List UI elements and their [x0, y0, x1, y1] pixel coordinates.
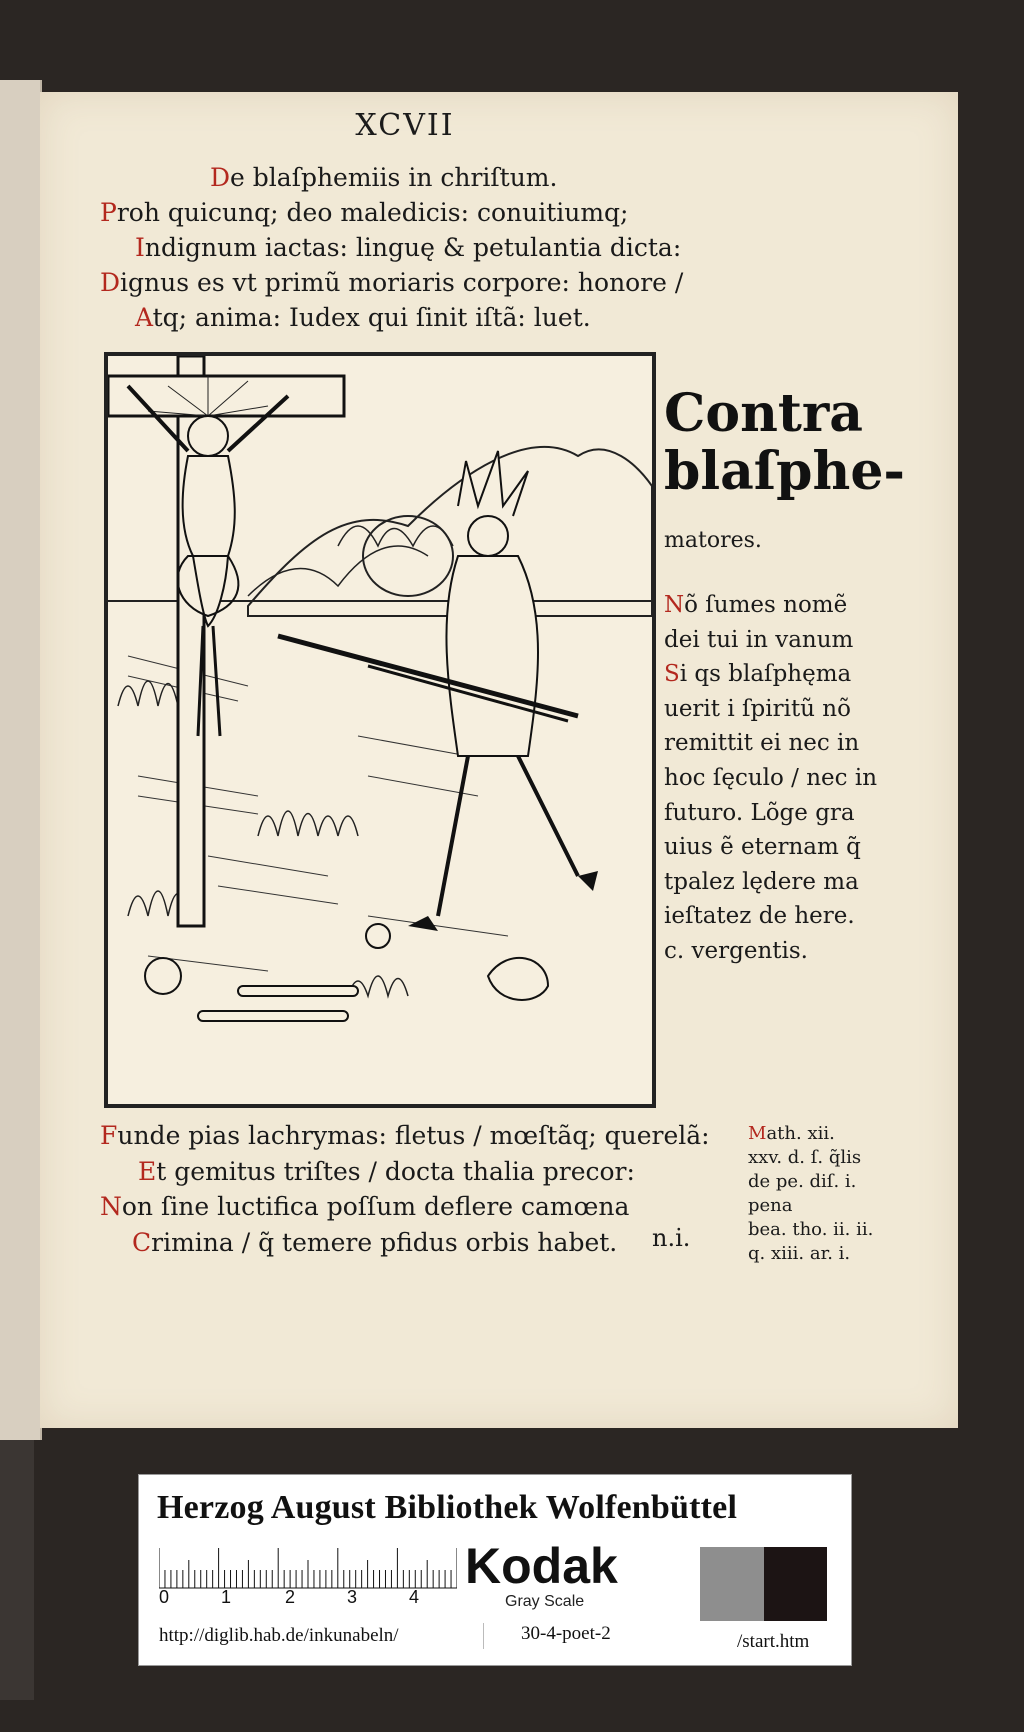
rubric-initial: S	[664, 661, 680, 688]
heading-verse	[100, 160, 720, 335]
gray-swatches	[637, 1547, 827, 1621]
library-color-card	[138, 1474, 852, 1666]
kodak-logo: Kodak	[465, 1538, 618, 1594]
rubric-initial: P	[100, 198, 117, 227]
side-line	[664, 623, 896, 658]
card-divider	[483, 1623, 484, 1649]
side-line	[664, 657, 896, 692]
start-page-link[interactable]: /start.htm	[737, 1631, 810, 1652]
ruler-number: 0	[159, 1587, 170, 1607]
rubric-initial: N	[100, 1192, 122, 1221]
left-binding-edge	[0, 1440, 34, 1700]
side-line-text: dei tui in vanum	[664, 626, 854, 653]
margin-ref-text: q. xiii. ar. i.	[748, 1243, 851, 1264]
side-line	[664, 726, 896, 761]
side-line	[664, 588, 896, 623]
side-subtitle: matores.	[664, 528, 762, 553]
margin-ref-line	[748, 1194, 908, 1218]
ruler-number: 1	[221, 1587, 232, 1607]
margin-ref-text: pena	[748, 1195, 793, 1216]
side-commentary	[664, 588, 896, 969]
side-line-text: hoc ſęculo / nec in	[664, 764, 878, 791]
side-line	[664, 934, 896, 969]
margin-ref-text: de pe. diſ. i.	[748, 1171, 857, 1192]
rubric-initial: D	[210, 163, 231, 192]
margin-ref-line	[748, 1242, 908, 1266]
side-line-text: õ ſumes nomẽ	[684, 592, 848, 618]
verse-note: n.i.	[652, 1224, 691, 1252]
ruler-number: 3	[347, 1587, 358, 1607]
margin-ref-line	[748, 1146, 908, 1170]
rubric-initial: A	[135, 303, 153, 332]
verse-text: ignus es vt primũ moriaris corpore: honore /	[120, 268, 684, 297]
margin-ref-line	[748, 1170, 908, 1194]
verse-line	[100, 195, 720, 230]
side-line	[664, 692, 896, 727]
rubric-initial: D	[100, 268, 121, 297]
verse-text: unde pias lachrymas: fletus / mœſtãq; querelã:	[117, 1121, 710, 1150]
rubric-initial: M	[748, 1123, 767, 1144]
margin-ref-text: ath. xii.	[766, 1123, 835, 1144]
side-line-text: c. vergentis.	[664, 937, 808, 964]
side-line-text: tpalez lędere ma	[664, 868, 859, 895]
library-name: Herzog August Bibliothek Wolfenbüttel	[157, 1489, 738, 1526]
digital-library-url[interactable]: http://diglib.hab.de/inkunabeln/	[159, 1625, 399, 1646]
verse-text: t gemitus triſtes / docta thalia precor:	[156, 1156, 635, 1186]
verse-text: ndignum iactas: linguę & petulantia dicta:	[144, 233, 682, 262]
side-line	[664, 830, 896, 865]
ruler-number: 4	[409, 1587, 420, 1607]
verse-line	[100, 230, 720, 265]
swatch-gray	[700, 1547, 763, 1621]
verse-line	[100, 1118, 720, 1154]
rubric-initial: N	[664, 592, 685, 618]
verse-line	[100, 265, 720, 300]
side-line	[664, 899, 896, 934]
side-line-text: i qs blaſphęma	[679, 661, 852, 688]
verse-text: tq; anima: Iudex qui ſinit iſtã: luet.	[152, 303, 591, 332]
rubric-initial: F	[100, 1121, 118, 1150]
verse-text: e blaſphemiis in chriſtum.	[230, 163, 558, 192]
shelf-signature: 30-4-poet-2	[521, 1623, 611, 1644]
crucifixion-woodcut	[108, 356, 652, 1104]
side-line-text: futuro. Lõge gra	[664, 799, 855, 826]
verse-line	[100, 1154, 720, 1190]
folio-number: XCVII	[355, 108, 455, 143]
verse-text: roh quicunq; deo maledicis: conuitiumq;	[116, 198, 629, 227]
rubric-initial: C	[132, 1227, 152, 1257]
side-line-text: ieſtatez de here.	[664, 903, 855, 930]
side-line-text: remittit ei nec in	[664, 730, 860, 757]
woodcut-illustration	[104, 352, 656, 1108]
left-page-edge	[0, 80, 42, 1440]
side-line	[664, 865, 896, 900]
side-line-text: uerit i ſpiritũ nõ	[664, 695, 851, 722]
ruler-numbers	[159, 1587, 459, 1613]
ruler-number: 2	[285, 1587, 296, 1607]
rubric-initial: I	[135, 233, 145, 262]
side-title	[664, 383, 906, 502]
side-line	[664, 796, 896, 831]
margin-ref-line	[748, 1218, 908, 1242]
margin-references	[748, 1122, 908, 1266]
swatch-white	[637, 1547, 700, 1621]
verse-line	[100, 1225, 720, 1261]
side-line-text: uius ẽ eternam q̃	[664, 834, 861, 861]
margin-ref-line	[748, 1122, 908, 1146]
ruler-scale	[159, 1539, 457, 1589]
rubric-initial: E	[138, 1156, 157, 1186]
side-title-line: Contra	[664, 383, 863, 444]
verse-text: rimina / q̃ temere pfidus orbis habet.	[151, 1227, 618, 1257]
verse-line	[100, 1189, 720, 1225]
verse-text: on ſine luctifica poſſum deflere camœna	[121, 1192, 630, 1221]
verse-line	[100, 300, 720, 335]
gray-scale-label: Gray Scale	[505, 1593, 585, 1610]
verse-line	[100, 160, 720, 195]
margin-ref-text: xxv. d. ſ. q̃lis	[748, 1147, 862, 1168]
bottom-verse	[100, 1118, 720, 1260]
swatch-black	[764, 1547, 827, 1621]
margin-ref-text: bea. tho. ii. ii.	[748, 1219, 874, 1240]
side-title-line: blaſphe-	[664, 441, 906, 502]
side-line	[664, 761, 896, 796]
